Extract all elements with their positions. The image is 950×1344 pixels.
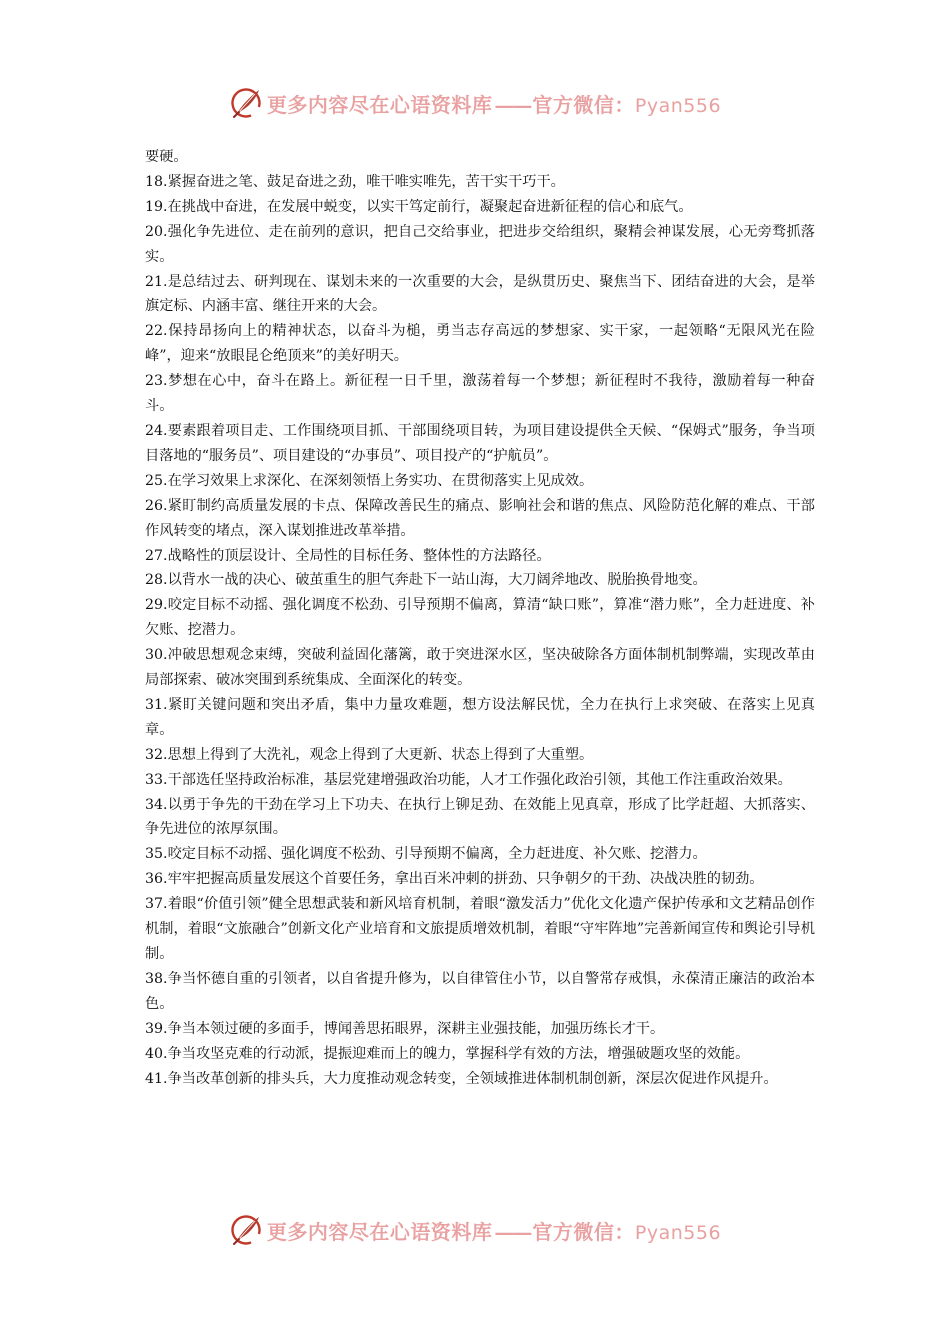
- paragraph: 39.争当本领过硬的多面手，博闻善思拓眼界，深耕主业强技能，加强历练长才干。: [145, 1020, 665, 1037]
- banner-dash: ——: [494, 1219, 531, 1244]
- banner-wechat-label: 官方微信：: [532, 92, 635, 117]
- banner-text: [267, 89, 721, 118]
- paragraph: 38.争当怀德自重的引领者，以自省提升修为，以自律管住小节，以自警常存戒惧，永葆清正廉洁的政治本色。: [145, 970, 815, 1012]
- banner-dash: ——: [494, 92, 531, 117]
- paragraph: 36.牢牢把握高质量发展这个首要任务，拿出百米冲刺的拼劲、只争朝夕的干劲、决战决胜的韧劲。: [145, 871, 764, 888]
- paragraph: 22.保持昂扬向上的精神状态，以奋斗为槌，勇当志存高远的梦想家、实干家，一起领略“无限风光在险峰”，迎来“放眼昆仑绝顶来”的美好明天。: [145, 323, 815, 365]
- paragraph: 40.争当攻坚克难的行动派，提振迎难而上的魄力，掌握科学有效的方法，增强破题攻坚的效能。: [145, 1045, 750, 1062]
- paragraph: 23.梦想在心中，奋斗在路上。新征程一日千里，激荡着每一个梦想；新征程时不我待，激励着每一种奋斗。: [145, 373, 815, 415]
- banner-wechat-id: Pyan556: [634, 94, 722, 117]
- paragraph: 29.咬定目标不动摇、强化调度不松劲、引导预期不偏离，算清“缺口账”，算准“潜力账”，全力赶进度、补欠账、挖潜力。: [145, 597, 815, 639]
- banner-wechat-label: 官方微信：: [532, 1219, 635, 1244]
- paragraph: 27.战略性的顶层设计、全局性的目标任务、整体性的方法路径。: [145, 547, 551, 564]
- paragraph: 20.强化争先进位、走在前列的意识，把自己交给事业，把进步交给组织，聚精会神谋发展，心无旁骛抓落实。: [145, 223, 815, 265]
- paragraph: 34.以勇于争先的干劲在学习上下功夫、在执行上铆足劲、在效能上见真章，形成了比学赶超、大抓落实、争先进位的浓厚氛围。: [145, 796, 815, 838]
- banner-text: [267, 1216, 721, 1245]
- quill-pen-logo-icon: [229, 86, 263, 120]
- banner-brand: 更多内容尽在心语资料库: [266, 1219, 493, 1244]
- paragraph: 30.冲破思想观念束缚，突破利益固化藩篱，敢于突进深水区，坚决破除各方面体制机制弊端，实现改革由局部探索、破冰突围到系统集成、全面深化的转变。: [145, 647, 815, 689]
- paragraph: 25.在学习效果上求深化、在深刻领悟上务实功、在贯彻落实上见成效。: [145, 472, 594, 489]
- paragraph: 35.咬定目标不动摇、强化调度不松劲、引导预期不偏离，全力赶进度、补欠账、挖潜力。: [145, 846, 707, 863]
- paragraph: 21.是总结过去、研判现在、谋划未来的一次重要的大会，是纵贯历史、聚焦当下、团结奋进的大会，是举旗定标、内涵丰富、继往开来的大会。: [145, 273, 815, 315]
- header-banner: [0, 83, 950, 123]
- paragraph: 26.紧盯制约高质量发展的卡点、保障改善民生的痛点、影响社会和谐的焦点、风险防范化解的难点、干部作风转变的堵点，深入谋划推进改革举措。: [145, 497, 815, 539]
- quill-pen-logo-icon: [229, 1213, 263, 1247]
- banner-brand: 更多内容尽在心语资料库: [266, 92, 493, 117]
- paragraph: 19.在挑战中奋进，在发展中蜕变，以实干笃定前行，凝聚起奋进新征程的信心和底气。: [145, 198, 693, 215]
- banner-wechat-id: Pyan556: [634, 1221, 722, 1244]
- paragraph: 18.紧握奋进之笔、鼓足奋进之劲，唯干唯实唯先，苦干实干巧干。: [145, 173, 565, 190]
- paragraph: 37.着眼“价值引领”健全思想武装和新风培育机制，着眼“激发活力”优化文化遗产保护传承和文艺精品创作机制，着眼“文旅融合”创新文化产业培育和文旅提质增效机制，着眼“守牢阵地”完善新闻宣传和舆论引导机制。: [145, 896, 815, 962]
- paragraph: 28.以背水一战的决心、破茧重生的胆气奔赴下一站山海，大刀阔斧地改、脱胎换骨地变。: [145, 572, 707, 589]
- paragraph: 31.紧盯关键问题和突出矛盾，集中力量攻难题，想方设法解民忧，全力在执行上求突破、在落实上见真章。: [145, 696, 815, 738]
- paragraph: 要硬。: [145, 149, 188, 165]
- paragraph: 41.争当改革创新的排头兵，大力度推动观念转变，全领域推进体制机制创新，深层次促进作风提升。: [145, 1070, 778, 1087]
- footer-banner: [0, 1210, 950, 1250]
- paragraph: 33.干部选任坚持政治标准，基层党建增强政治功能，人才工作强化政治引领，其他工作注重政治效果。: [145, 771, 792, 788]
- paragraph: 24.要素跟着项目走、工作围绕项目抓、干部围绕项目转，为项目建设提供全天候、“保姆式”服务，争当项目落地的“服务员”、项目建设的“办事员”、项目投产的“护航员”。: [145, 422, 815, 464]
- document-body: [145, 145, 815, 1091]
- paragraph: 32.思想上得到了大洗礼，观念上得到了大更新、状态上得到了大重塑。: [145, 746, 594, 763]
